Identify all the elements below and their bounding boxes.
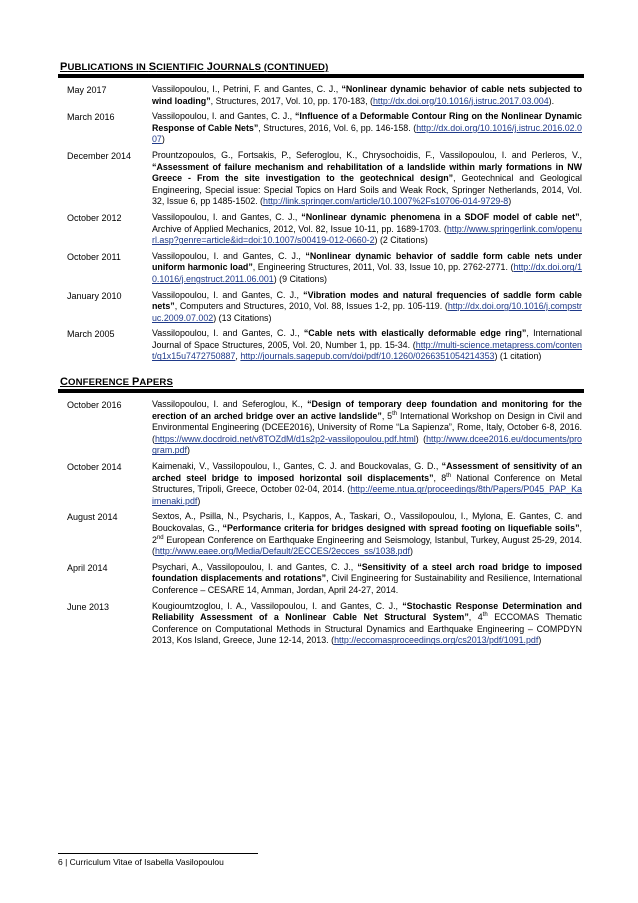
publication-entry [58,150,584,208]
publication-entry [58,328,584,363]
entry-tail: ) [538,635,542,646]
entry-separator: ) ( [415,433,427,444]
entry-tail: ) (9 Citations) [273,273,327,284]
entry-tail: ) [197,495,201,506]
entry-authors: Kougioumtzoglou, I. A., Vassilopoulou, I. and Gantes, C. J., [152,600,403,611]
entry-title: “Nonlinear dynamic phenomena in a SDOF model of cable net” [301,211,580,222]
entry-citation [152,399,584,457]
entry-citation [152,290,584,325]
section-title: PUBLICATIONS IN SCIENTIFIC JOURNALS (CONTINUED) [60,61,329,73]
entry-link[interactable]: https://www.docdroid.net/v8TOZdM/d1s2p2-vassilopoulou.pdf.html [154,433,416,444]
entry-link-secondary[interactable]: http://journals.sagepub.com/doi/pdf/10.1260/0266351054214353 [240,351,495,362]
entry-ordinal: , 2 [152,523,582,545]
entry-tail: ) (1 citation) [494,351,542,362]
entry-authors: Vassilopoulou, I. and Gantes, C. J., [152,111,295,122]
entry-title: “Assessment of failure mechanism and rehabilitation of a landslide within marly formations in NW Greece - From the site investigation to the geotechnical design” [152,161,582,184]
entry-title: “Cable nets with elastically deformable edge ring” [303,328,527,339]
entry-citation [152,251,584,286]
entry-ordinal-suffix: nd [156,534,164,541]
entry-citation [152,84,584,107]
entry-link[interactable]: http://dx.doi.org/10.1016/j.istruc.2016.02.007 [152,122,582,145]
publication-entry [58,84,584,107]
entry-details: ECCOMAS Thematic Conference on Computational Methods in Structural Dynamics and Earthquake Engineering – COMPDYN 2013, Kos Island, Greece, June 12-14, 2013. ( [152,612,582,646]
entry-ordinal: , 4 [468,612,483,623]
entry-authors: Vassilopoulou, I. and Gantes, C. J., [152,250,306,261]
publication-entry [58,511,584,557]
entry-details: , Structures, 2016, Vol. 6, pp. 146-158. ( [258,122,417,133]
entry-details: , Geotechnical and Geological Engineering, Special issue: Special Topics on Hard Soils and Weak Rock, Springer Netherlands, 2014, Vol. 32, Issue 6, pp 1485-1502. ( [152,173,582,207]
entry-title: “Design of temporary deep foundation and monitoring for the erection of an arched bridge over an active landslide” [152,399,582,421]
entry-authors: Vassilopoulou, I. and Seferoglou, K., [152,399,308,410]
entry-authors: Vassilopoulou, I. and Gantes, C. J., [152,328,304,339]
entry-date: June 2013 [67,601,110,612]
entry-details: , Civil Engineering for Sustainability and Resilience, International Conference – CESARE 14, Amman, Jordan, April 24-27, 2014. [152,573,583,595]
entry-date: October 2016 [67,400,122,411]
entry-tail: ) (2 Citations) [374,235,428,246]
entry-citation [152,461,584,507]
entry-authors: Sextos, A., Psilla, N., Psycharis, I., Kappos, A., Taskari, O., Vassilopoulou, I., Mylona, E. Gantes, C. and Bouckovalas, G., [152,511,582,533]
publication-entry [58,562,584,597]
entry-citation [152,562,584,597]
entry-ordinal-suffix: th [482,612,488,619]
entry-authors: Kaimenaki, V., Vassilopoulou, I., Gantes, C. J. and Bouckovalas, G. D., [152,461,442,472]
entry-separator: , [235,351,241,362]
entry-title: “Nonlinear dynamic behavior of saddle form cable nets under uniform harmonic load” [152,250,582,273]
entry-title: “Influence of a Deformable Contour Ring on the Nonlinear Dynamic Response of Cable Nets” [152,111,582,133]
entry-details: , International Journal of Space Structures, 2005, Vol. 20, Number 1, pp. 15-34. ( [152,328,582,350]
page-content [58,52,584,651]
publication-entry [58,111,584,146]
entry-citation [152,111,584,146]
entry-date: March 2016 [67,112,115,123]
entry-date: May 2017 [67,85,107,95]
entry-tail: ). [548,95,555,106]
entry-details: National Conference on Metal Structures, Tripoli, Greece, October 02-04, 2014. ( [152,472,582,495]
journal-publications-list [58,84,584,363]
entry-link[interactable]: http://www.eaee.org/Media/Default/2ECCES/2ecces_ss/1038.pdf [154,546,411,557]
entry-citation [152,150,584,208]
entry-date: January 2010 [67,290,122,301]
entry-date: December 2014 [67,150,132,161]
entry-link[interactable]: http://dx.doi.org/10.1016/j.compstruc.2009.07.002 [152,301,582,323]
conferences-section-header [58,367,584,393]
entry-date: October 2012 [67,212,122,223]
entry-link[interactable]: http://dx.doi.org/10.1016/j.istruc.2017.03.004 [373,95,549,106]
entry-title: “Assessment of sensitivity of an arched steel bridge to imposed horizontal soil displacements” [152,461,582,483]
entry-date: October 2014 [67,462,122,473]
entry-ordinal-suffix: th [392,410,398,417]
entry-tail: ) [161,134,165,145]
entry-link[interactable]: http://eeme.ntua.gr/proceedings/8th/Papers/P045_PAP_Kaimenaki.pdf [152,484,582,506]
entry-authors: Prountzopoulos, G., Fortsakis, P., Seferoglou, K., Chrysochoidis, F., Vassilopoulou, I. and Perleros, V., [152,149,582,160]
entry-link-secondary[interactable]: http://www.dcee2016.eu/documents/program.pdf [152,433,582,456]
entry-details: European Conference on Earthquake Engineering and Seismology, Istanbul, Turkey, August 25-29, 2014. ( [152,534,582,557]
entry-link[interactable]: http://link.springer.com/article/10.1007%2Fs10706-014-9729-8 [263,196,509,207]
entry-title: “Vibration modes and natural frequencies of saddle form cable nets” [152,289,582,312]
entry-authors: Vassilopoulou, I. and Gantes, C. J., [152,211,302,222]
journals-section-header [58,52,584,78]
entry-tail: ) (13 Citations) [213,312,272,323]
entry-details: , Structures, 2017, Vol. 10, pp. 170-183, ( [210,95,373,106]
entry-link[interactable]: http://www.springerlink.com/openurl.asp?genre=article&id=doi:10.1007/s00419-012-0660-2 [152,223,582,246]
entry-details: , Computers and Structures, 2010, Vol. 88, Issues 1-2, pp. 105-119. ( [174,301,448,312]
entry-details: , Engineering Structures, 2011, Vol. 33, Issue 10, pp. 2762-2771. ( [252,262,514,273]
entry-date: April 2014 [67,562,108,573]
publication-entry [58,461,584,507]
entry-date: August 2014 [67,512,118,523]
entry-citation [152,212,584,247]
entry-title: “Sensitivity of a steel arch road bridge to imposed foundation displacements and rotations” [152,561,582,584]
entry-ordinal: , 8 [433,472,447,483]
entry-authors: Vassilopoulou, I. and Gantes, C. J., [152,289,304,300]
entry-title: “Stochastic Response Determination and Reliability Assessment of a Nonlinear Cable Net Structural System” [152,600,582,623]
publication-entry [58,290,584,325]
entry-details: , Archive of Applied Mechanics, 2012, Vol. 82, Issue 10-11, pp. 1689-1703. ( [152,211,582,234]
entry-citation [152,601,584,647]
entry-link[interactable]: http://multi-science.metapress.com/content/q1x15u7472750887 [152,339,582,362]
entry-citation [152,511,584,557]
entry-authors: Vassilopoulou, I., Petrini, F. and Gantes, C. J., [152,84,342,94]
entry-details: International Workshop on Design in Civil and Environmental Engineering (DCEE2016), University of Rome “La Sapienza”, Rome, Italy, October 6-8, 2016. ( [152,410,582,444]
conference-papers-list [58,399,584,647]
entry-date: March 2005 [67,329,115,340]
entry-ordinal: , 5 [381,410,393,421]
publication-entry [58,212,584,247]
entry-title: “Nonlinear dynamic behavior of cable nets subjected to wind loading” [152,84,582,106]
entry-date: October 2011 [67,251,121,262]
entry-title: “Performance criteria for bridges designed with spread footing on liquefiable soils” [222,523,580,533]
entry-link[interactable]: http://eccomasproceedings.org/cs2013/pdf/1091.pdf [334,635,539,646]
entry-tail: ) [508,196,512,207]
section-title: CONFERENCE PAPERS [60,376,173,389]
entry-authors: Psychari, A., Vassilopoulou, I. and Gantes, C. J., [152,561,358,572]
entry-link[interactable]: http://dx.doi.org/10.1016/j.engstruct.2011.06.001 [152,262,583,284]
entry-tail: ) [187,445,190,456]
publication-entry [58,251,584,286]
publication-entry [58,399,584,457]
page-footer: 6 | Curriculum Vitae of Isabella Vasilopoulou [58,853,258,867]
entry-citation [152,328,584,363]
entry-ordinal-suffix: th [446,472,452,479]
publication-entry [58,601,584,647]
entry-tail: ) [410,546,413,557]
